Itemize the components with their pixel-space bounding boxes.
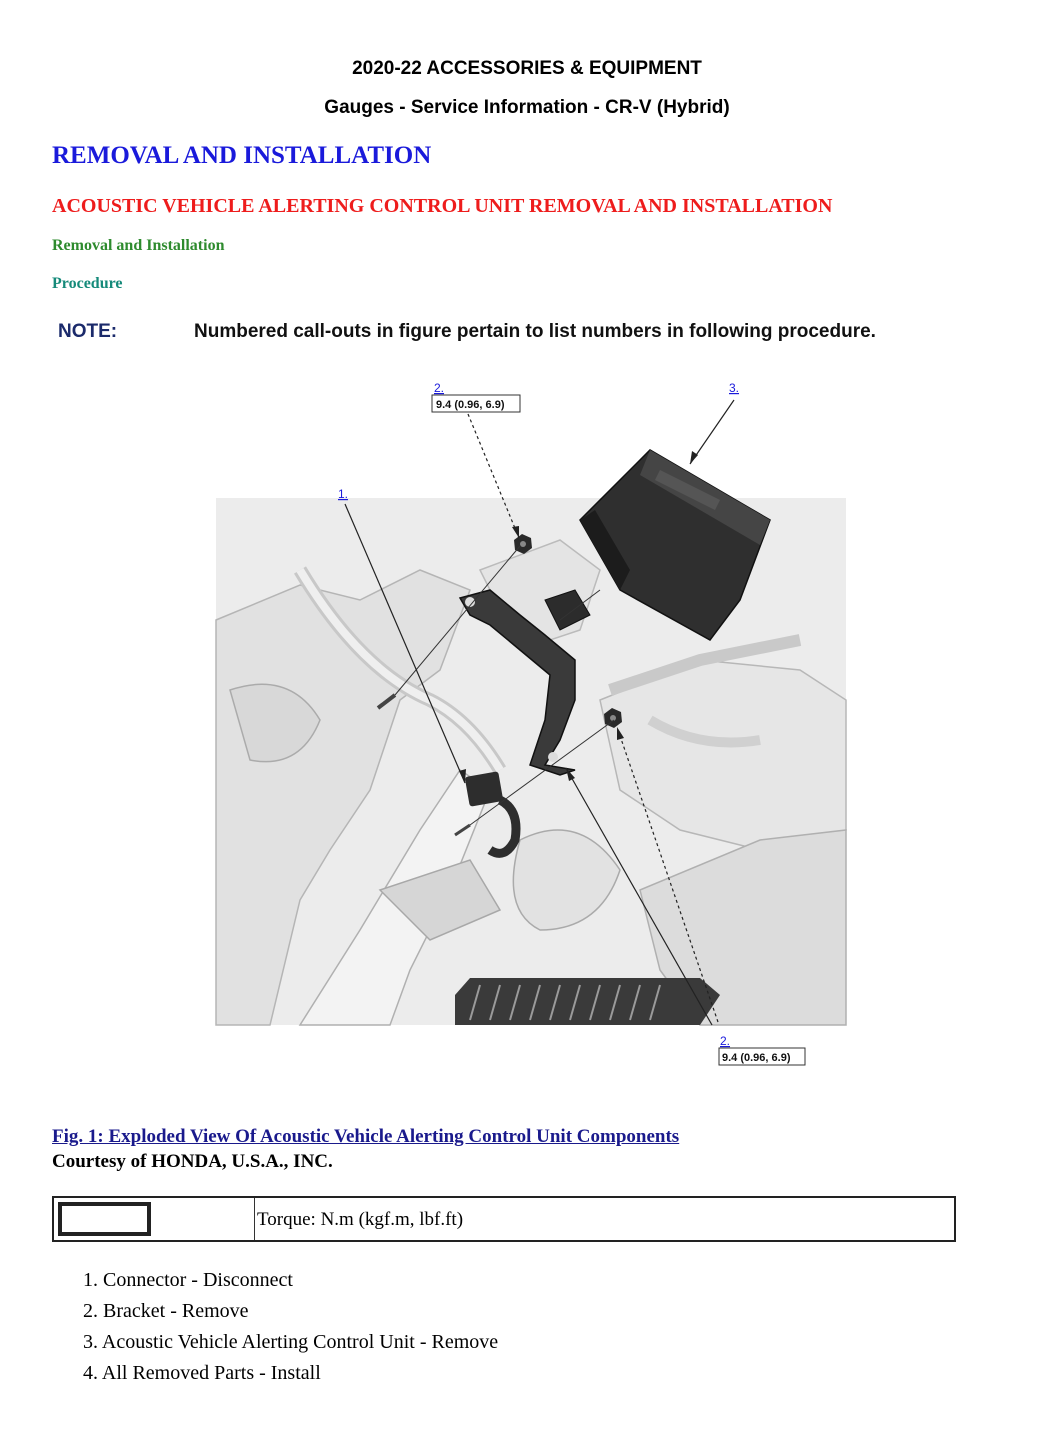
procedure-step: 1. Connector - Disconnect <box>83 1269 293 1291</box>
torque-legend-table <box>52 1196 956 1242</box>
leader-arrow-3 <box>690 451 698 464</box>
figure-courtesy: Courtesy of HONDA, U.S.A., INC. <box>52 1151 333 1172</box>
callout-2-bottom[interactable]: 2. <box>720 1034 731 1048</box>
procedure-steps <box>83 1268 498 1392</box>
document-subtitle: Gauges - Service Information - CR-V (Hybrid) <box>324 97 730 118</box>
figure-caption-link[interactable]: Fig. 1: Exploded View Of Acoustic Vehicle Alerting Control Unit Components <box>52 1126 680 1147</box>
section-subheading: Procedure <box>52 275 123 292</box>
callout-2-top[interactable]: 2. <box>434 381 445 395</box>
document-title: 2020-22 ACCESSORIES & EQUIPMENT <box>352 58 702 79</box>
procedure-step: 3. Acoustic Vehicle Alerting Control Unit - Remove <box>83 1331 499 1353</box>
section-heading: Removal and Installation <box>52 237 225 254</box>
section-title: REMOVAL AND INSTALLATION <box>52 142 432 169</box>
torque-value-bottom: 9.4 (0.96, 6.9) <box>722 1052 791 1064</box>
callout-1[interactable]: 1. <box>338 487 349 501</box>
exploded-view-figure <box>0 370 1054 1100</box>
legend-torque-label: Torque: N.m (kgf.m, lbf.ft) <box>257 1209 464 1230</box>
torque-value-top: 9.4 (0.96, 6.9) <box>436 399 505 411</box>
note-text: Numbered call-outs in figure pertain to list numbers in following procedure. <box>194 321 876 342</box>
procedure-step: 4. All Removed Parts - Install <box>83 1362 321 1384</box>
procedure-step: 2. Bracket - Remove <box>83 1300 249 1322</box>
legend-symbol-cell <box>54 1198 255 1240</box>
section-subtitle: ACOUSTIC VEHICLE ALERTING CONTROL UNIT REMOVAL AND INSTALLATION <box>52 195 833 217</box>
torque-box-symbol <box>58 1202 151 1236</box>
callout-3[interactable]: 3. <box>729 381 740 395</box>
note-label: NOTE: <box>58 321 118 342</box>
